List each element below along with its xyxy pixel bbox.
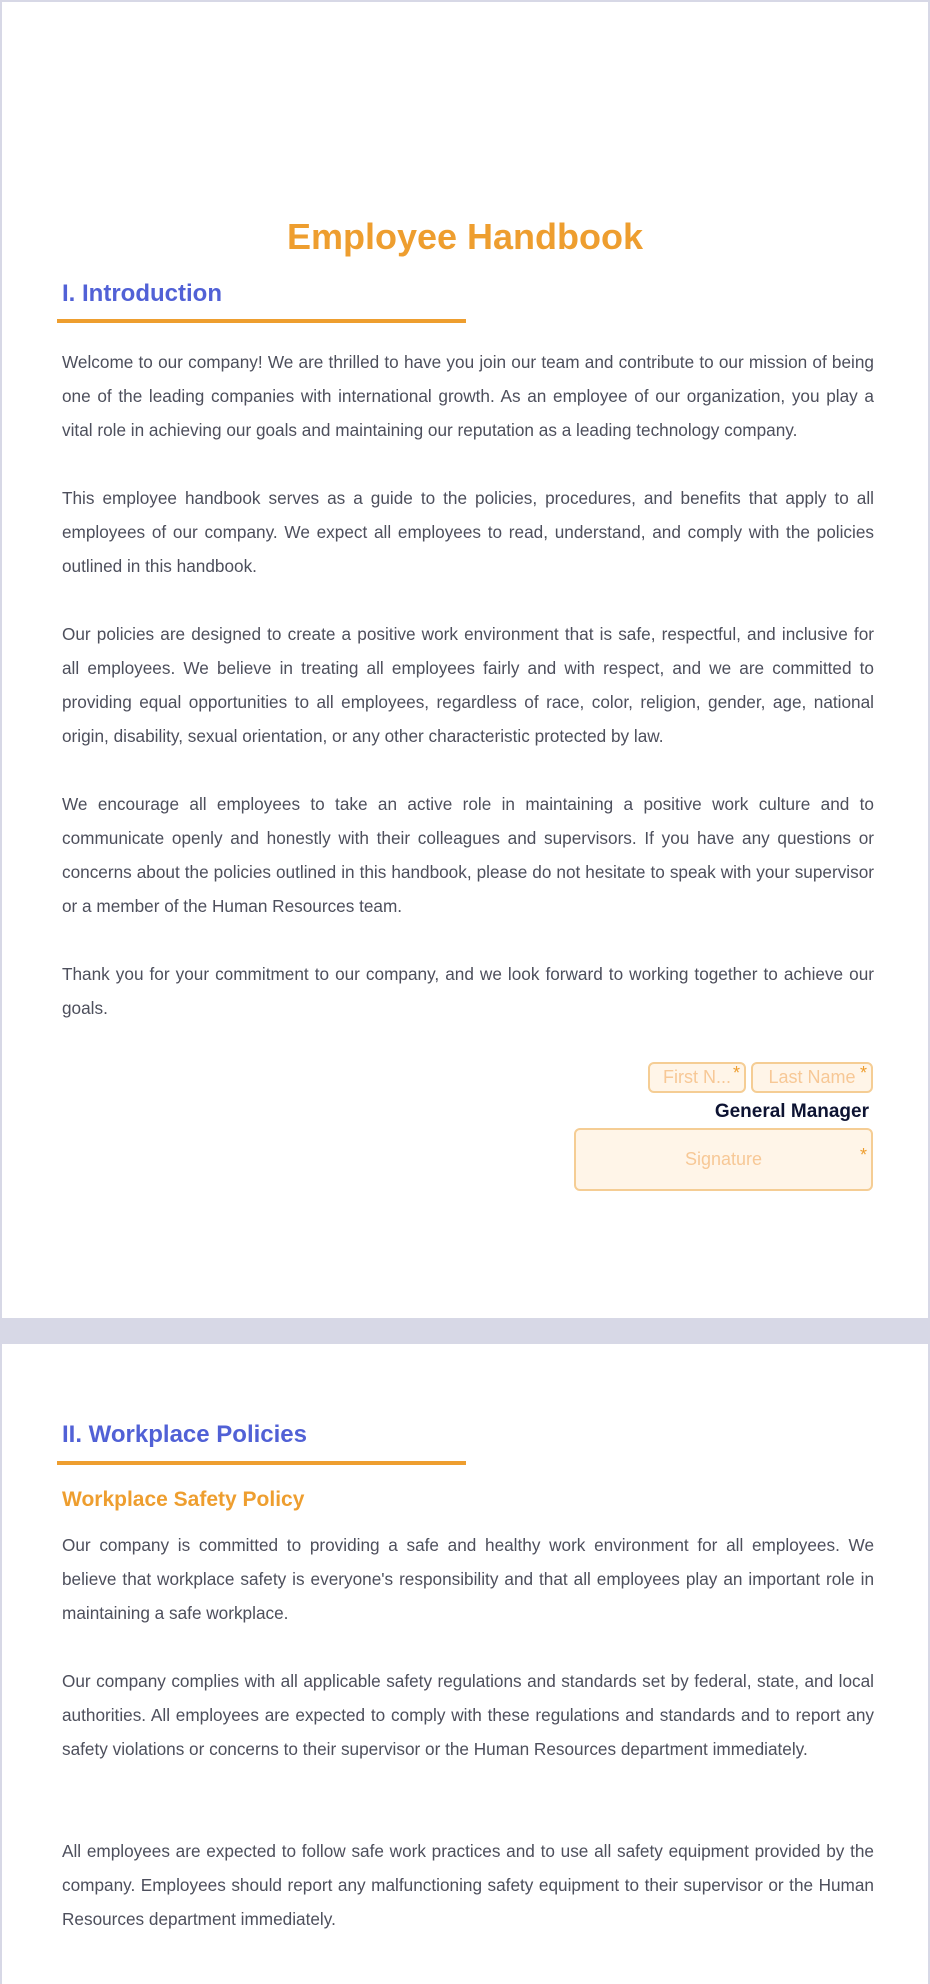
safety-paragraph-2: Our company complies with all applicable safety regulations and standards set by federal, state, and local authorities. All employees are expected to comply with these regulations and standards and to report any safety violations or concerns to their supervisor or the Human Resources department immediately. bbox=[62, 1671, 874, 1759]
last-name-placeholder: Last Name bbox=[768, 1067, 856, 1087]
safety-paragraph-1: Our company is committed to providing a safe and healthy work environment for all employees. We believe that workplace safety is everyone's responsibility and that all employees play an important role in maintaining a safe workplace. bbox=[62, 1535, 874, 1623]
section-divider bbox=[57, 1461, 466, 1465]
intro-paragraph-3: Our policies are designed to create a positive work environment that is safe, respectful, and inclusive for all employees. We believe in treating all employees fairly and with respect, and we are committed to providing equal opportunities to all employees, regardless of race, color, religion, gender, age, national origin, disability, sexual orientation, or any other characteristic protected by law. bbox=[62, 624, 874, 746]
intro-paragraph-4: We encourage all employees to take an active role in maintaining a positive work culture and to communicate openly and honestly with their colleagues and supervisors. If you have any questions or concerns about the policies outlined in this handbook, please do not hesitate to speak with your supervisor or a member of the Human Resources team. bbox=[62, 794, 874, 916]
first-name-placeholder: First N... bbox=[663, 1067, 731, 1087]
signer-role-label: General Manager bbox=[714, 1101, 869, 1122]
signature-placeholder: Signature bbox=[684, 1149, 763, 1169]
section-divider bbox=[57, 319, 466, 323]
signature-field[interactable] bbox=[574, 1128, 873, 1191]
intro-paragraph-5: Thank you for your commitment to our company, and we look forward to working together to achieve our goals. bbox=[62, 964, 874, 1018]
intro-paragraph-1: Welcome to our company! We are thrilled to have you join our team and contribute to our mission of being one of the leading companies with international growth. As an employee of our organization, you play a vital role in achieving our goals and maintaining our reputation as a leading technology company. bbox=[62, 352, 874, 440]
subheading-workplace-safety: Workplace Safety Policy bbox=[62, 1488, 305, 1511]
required-marker: * bbox=[859, 1063, 867, 1083]
required-marker: * bbox=[732, 1063, 740, 1083]
section-heading-workplace-policies: II. Workplace Policies bbox=[62, 1421, 307, 1448]
safety-paragraph-3: All employees are expected to follow safe work practices and to use all safety equipment provided by the company. Employees should report any malfunctioning safety equipment to their supervisor or the Human Resources department immediately. bbox=[62, 1841, 874, 1929]
page-2 bbox=[2, 1344, 928, 1984]
intro-paragraph-2: This employee handbook serves as a guide to the policies, procedures, and benefits that apply to all employees of our company. We expect all employees to read, understand, and comply with the policies outlined in this handbook. bbox=[62, 488, 874, 576]
required-marker: * bbox=[859, 1145, 867, 1165]
section-heading-introduction: I. Introduction bbox=[62, 280, 222, 307]
last-name-field[interactable] bbox=[751, 1062, 873, 1093]
page-1 bbox=[2, 2, 928, 1318]
document-title: Employee Handbook bbox=[286, 216, 644, 257]
first-name-field[interactable] bbox=[648, 1062, 746, 1093]
